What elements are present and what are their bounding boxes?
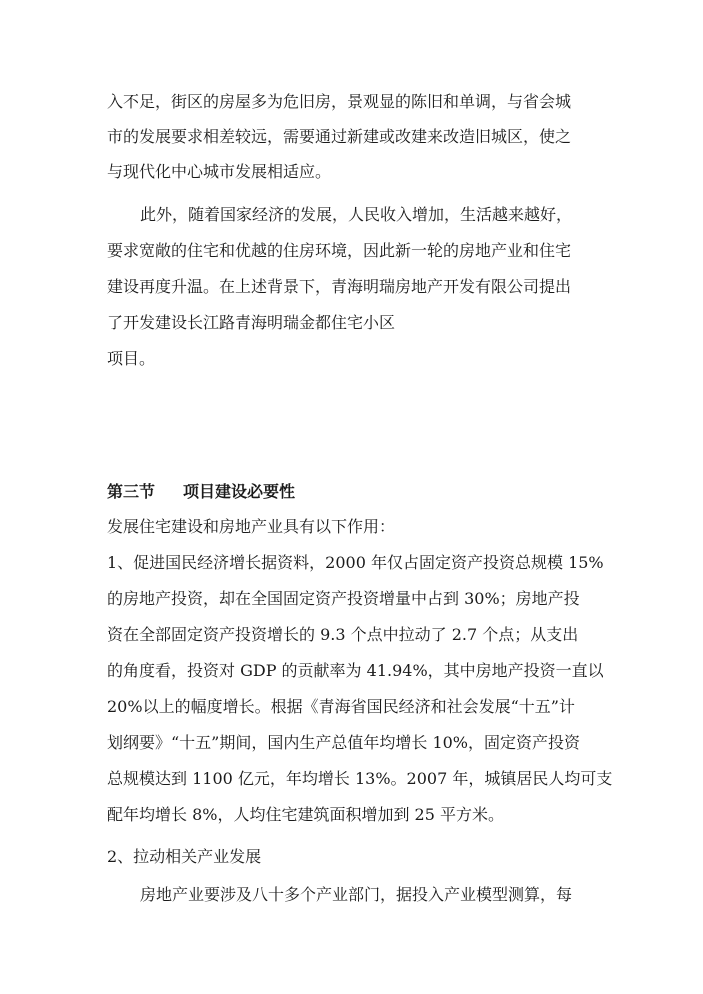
point1-line-1: 1、促进国民经济增长据资料，2000 年仅占固定资产投资总规模 15% (107, 553, 604, 572)
point1-line-4: 的角度看，投资对 GDP 的贡献率为 41.94%，其中房地产投资一直以 (107, 661, 604, 680)
intro-line-2: 市的发展要求相差较远，需要通过新建或改建来改造旧城区，使之 (107, 127, 572, 146)
para2-line-2: 要求宽敞的住宅和优越的住房环境，因此新一轮的房地产业和住宅 (107, 241, 572, 260)
section-heading (107, 482, 295, 502)
intro-line-1: 入不足，街区的房屋多为危旧房，景观显的陈旧和单调，与省会城 (107, 92, 572, 111)
point1-line-3: 资在全部固定资产投资增长的 9.3 个点中拉动了 2.7 个点；从支出 (107, 625, 579, 644)
point2-line-1: 房地产业要涉及八十多个产业部门，据投入产业模型测算，每 (140, 885, 573, 904)
section-number: 第三节 (107, 482, 156, 501)
point2-title: 2、拉动相关产业发展 (107, 847, 262, 866)
para2-line-5: 项目。 (107, 349, 156, 368)
para2-line-1: 此外，随着国家经济的发展，人民收入增加，生活越来越好， (140, 205, 573, 224)
section-title: 项目建设必要性 (183, 482, 296, 501)
body-lead: 发展住宅建设和房地产业具有以下作用： (107, 517, 396, 536)
point1-line-7: 总规模达到 1100 亿元，年均增长 13%。2007 年，城镇居民人均可支 (107, 769, 613, 788)
point1-line-2: 的房地产投资，却在全国固定资产投资增量中占到 30%；房地产投 (107, 589, 580, 608)
para2-line-4: 了开发建设长江路青海明瑞金都住宅小区 (107, 313, 396, 332)
point1-line-5: 20%以上的幅度增长。根据《青海省国民经济和社会发展“十五”计 (107, 697, 575, 716)
intro-line-3: 与现代化中心城市发展相适应。 (107, 162, 332, 181)
para2-line-3: 建设再度升温。在上述背景下，青海明瑞房地产开发有限公司提出 (107, 277, 572, 296)
point1-line-6: 划纲要》“十五”期间，国内生产总值年均增长 10%，固定资产投资 (107, 733, 581, 752)
point1-line-8: 配年均增长 8%，人均住宅建筑面积增加到 25 平方米。 (107, 805, 505, 824)
